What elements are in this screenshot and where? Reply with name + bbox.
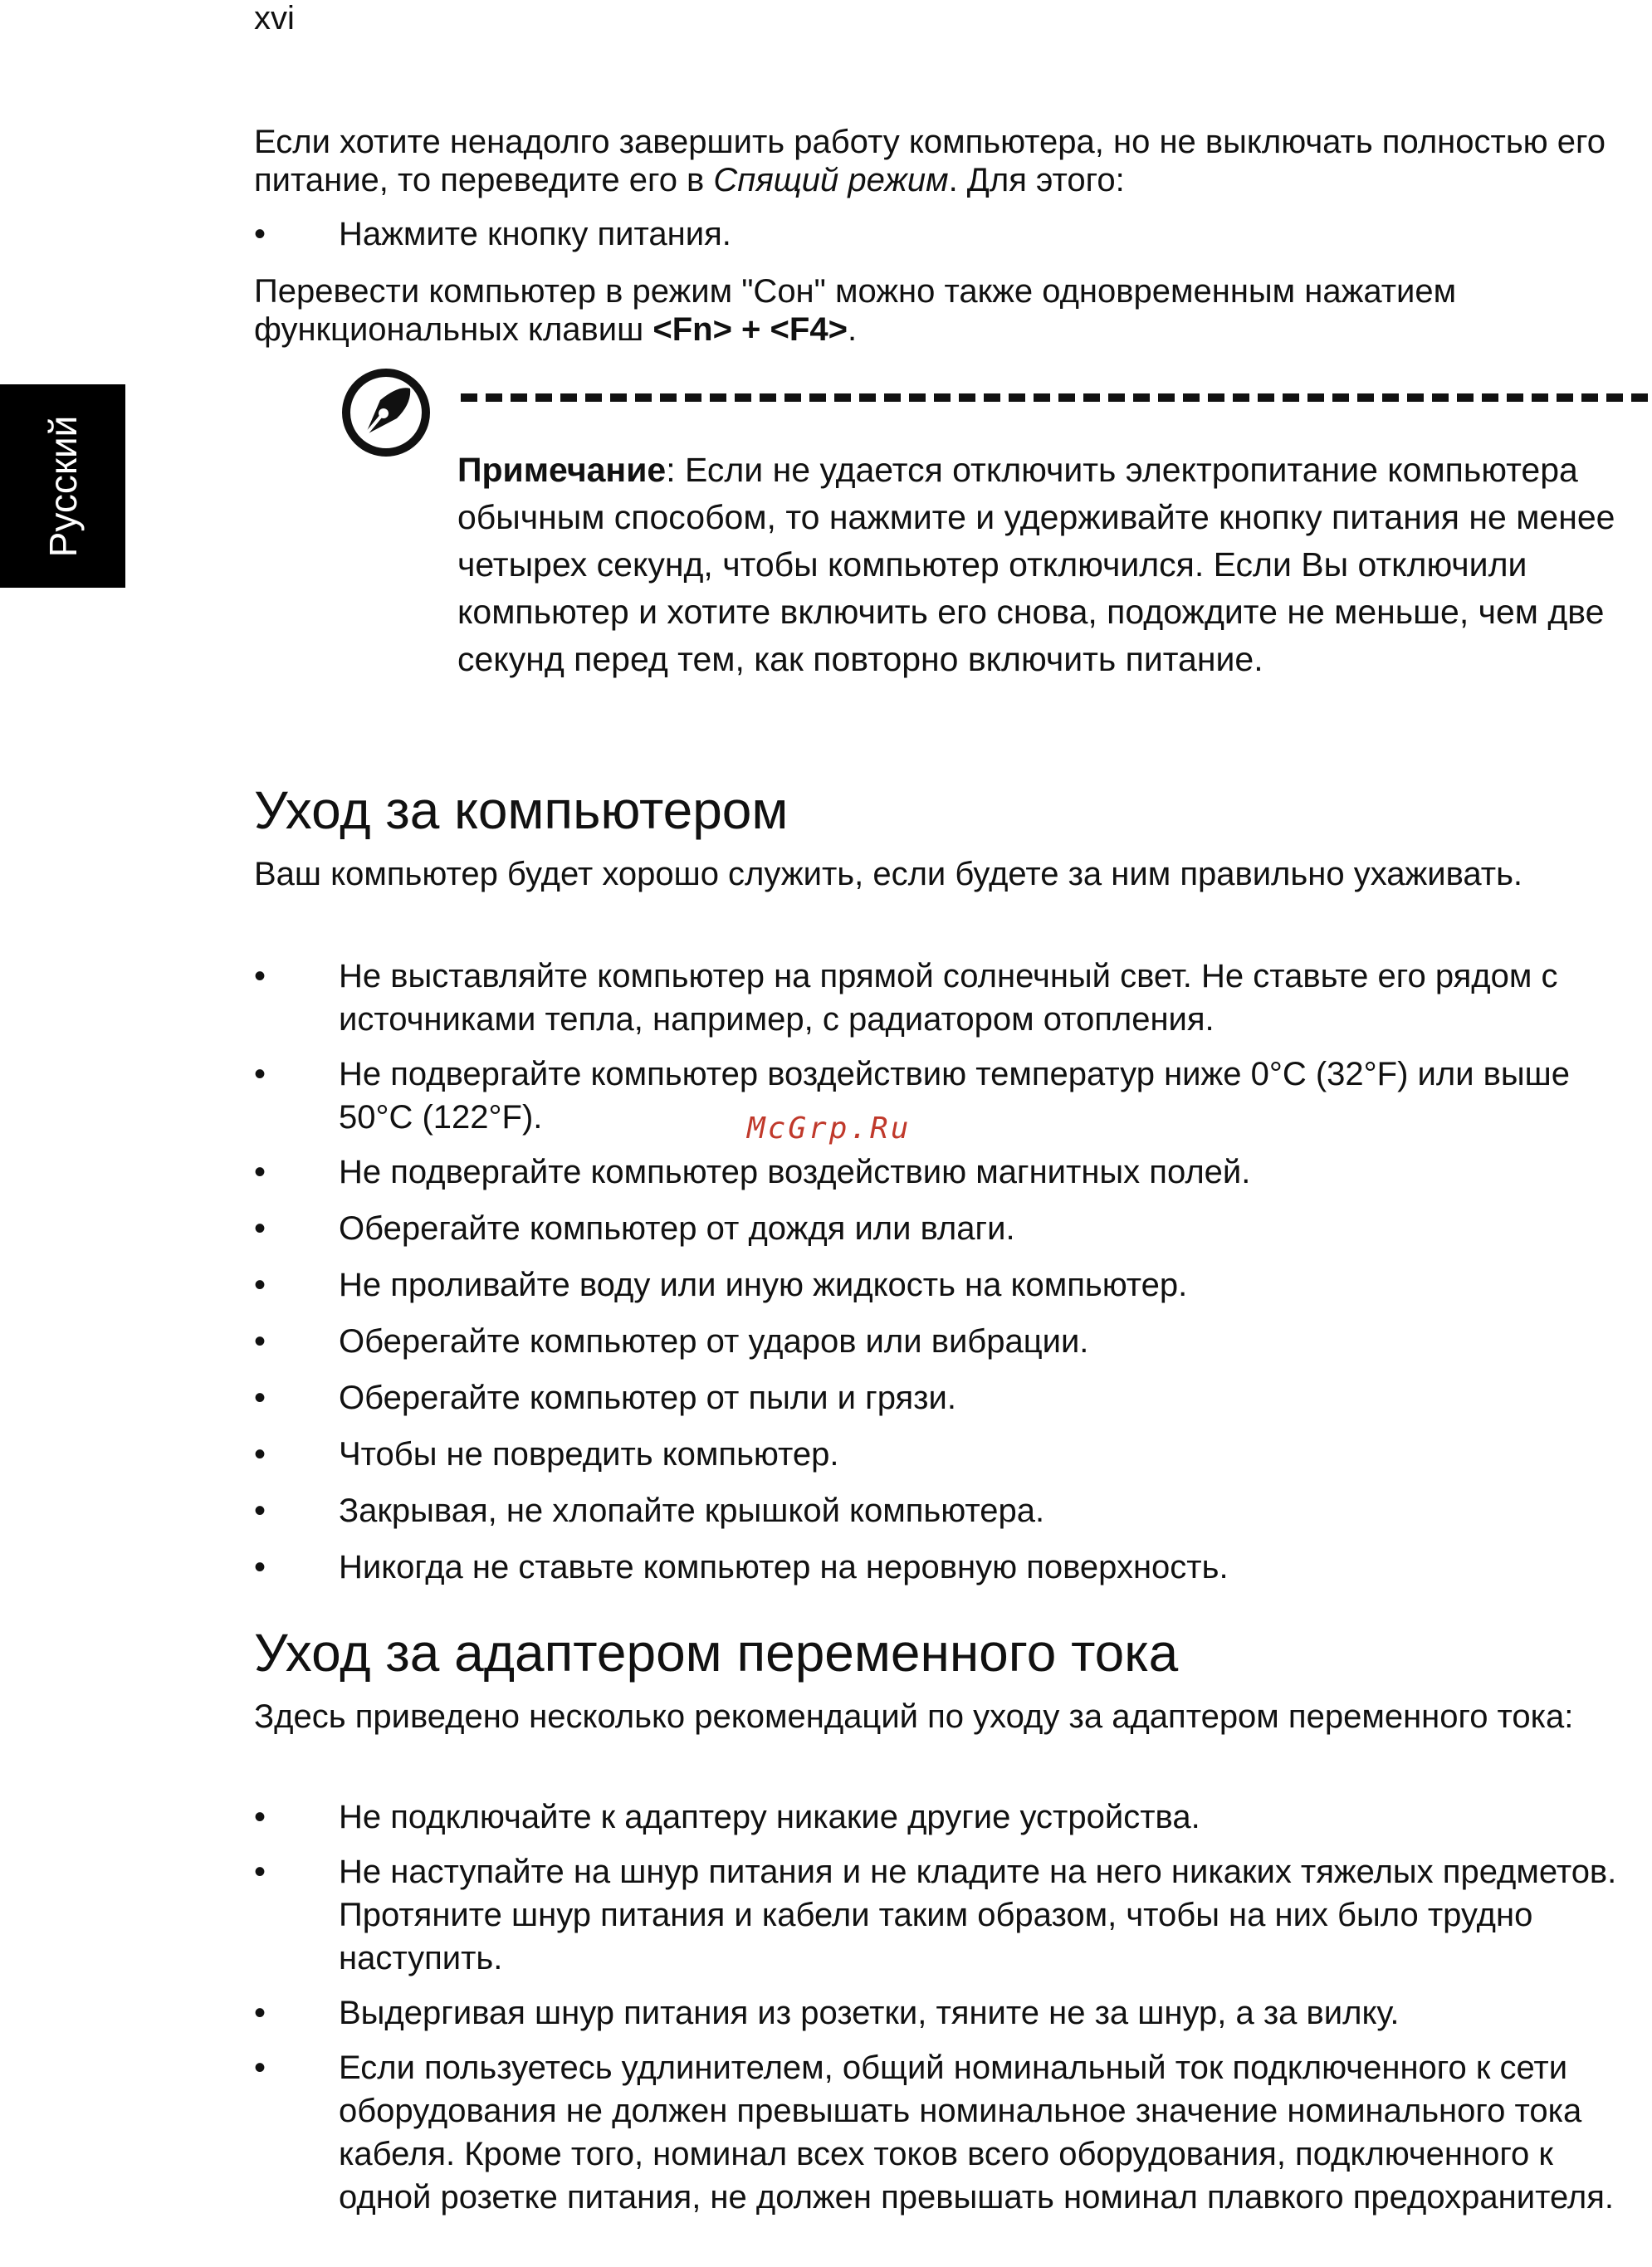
- list-item: • Оберегайте компьютер от дождя или влаги.: [254, 1207, 1649, 1250]
- computer-care-intro: Ваш компьютер будет хорошо служить, если будете за ним правильно ухаживать.: [254, 856, 1523, 892]
- adapter-care-list: [254, 1796, 1649, 2219]
- language-side-tab: [0, 384, 125, 588]
- list-item: • Не наступайте на шнур питания и не кладите на него никаких тяжелых предметов. Протяните шнур питания и кабели таким образом, чтобы на них было трудно наступить.: [254, 1850, 1649, 1980]
- list-item: • Нажмите кнопку питания.: [254, 213, 1649, 256]
- note-divider: [461, 393, 1648, 402]
- heading-computer-care: Уход за компьютером: [254, 780, 789, 840]
- heading-adapter-care: Уход за адаптером переменного тока: [254, 1623, 1179, 1683]
- note-label: Примечание: [457, 451, 667, 489]
- list-item: • Закрывая, не хлопайте крышкой компьютера.: [254, 1489, 1649, 1532]
- sleep-bullet-list: [254, 213, 1649, 256]
- list-item: • Не выставляйте компьютер на прямой солнечный свет. Не ставьте его рядом с источниками тепла, например, с радиатором отопления.: [254, 955, 1649, 1041]
- watermark: McGrp.Ru: [747, 1112, 912, 1146]
- computer-care-list: [254, 955, 1649, 1589]
- shortcut-keys: <Fn> + <F4>: [652, 311, 848, 348]
- language-label: Русский: [41, 415, 85, 557]
- sleep-intro: Если хотите ненадолго завершить работу компьютера, но не выключать полностью его питание, то переведите его в Спящий режим. Для этого:: [254, 124, 1606, 198]
- adapter-care-intro: Здесь приведено несколько рекомендаций по уходу за адаптером переменного тока:: [254, 1698, 1574, 1735]
- list-item: • Если пользуетесь удлинителем, общий номинальный ток подключенного к сети оборудования не должен превышать номинальное значение номинального тока кабеля. Кроме того, номинал всех токов всего оборудования, подключенного к одной розетке питания, не должен превышать номинал плавкого предохранителя.: [254, 2046, 1649, 2219]
- list-item: • Не подвергайте компьютер воздействию температур ниже 0°C (32°F) или выше 50°C (122°F).: [254, 1053, 1649, 1139]
- note-text: Примечание: Если не удается отключить электропитание компьютера обычным способом, то нажмите и удерживайте кнопку питания не менее четырех секунд, чтобы компьютер отключился. Если Вы отключили компьютер и хотите включить его снова, подождите не меньше, чем две секунд перед тем, как повторно включить питание.: [457, 451, 1615, 678]
- sleep-mode-term: Спящий режим: [713, 162, 949, 198]
- note-pen-icon: [340, 367, 432, 458]
- list-item: • Не подключайте к адаптеру никакие другие устройства.: [254, 1796, 1649, 1839]
- list-item: • Чтобы не повредить компьютер.: [254, 1433, 1649, 1476]
- page-number: xvi: [254, 0, 295, 37]
- list-item: • Оберегайте компьютер от пыли и грязи.: [254, 1376, 1649, 1419]
- list-item: • Оберегайте компьютер от ударов или вибрации.: [254, 1320, 1649, 1363]
- sleep-shortcut: Перевести компьютер в режим "Сон" можно также одновременным нажатием функциональных клавиш <Fn> + <F4>.: [254, 273, 1457, 348]
- list-item: • Не подвергайте компьютер воздействию магнитных полей.: [254, 1151, 1649, 1194]
- list-item: • Не проливайте воду или иную жидкость на компьютер.: [254, 1263, 1649, 1307]
- list-item: • Никогда не ставьте компьютер на неровную поверхность.: [254, 1546, 1649, 1589]
- list-item: • Выдергивая шнур питания из розетки, тяните не за шнур, а за вилку.: [254, 1991, 1649, 2035]
